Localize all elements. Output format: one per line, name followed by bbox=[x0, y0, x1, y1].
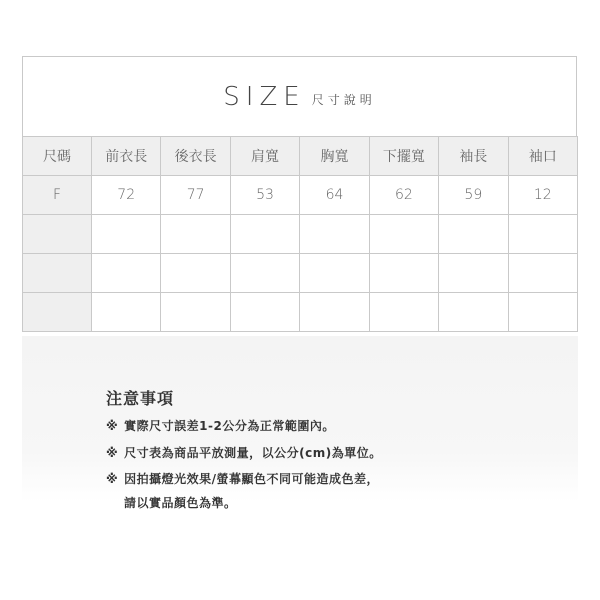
header-cell: 下擺寬 bbox=[369, 137, 438, 176]
header-cell: 肩寬 bbox=[230, 137, 299, 176]
table-cell: 53 bbox=[230, 176, 299, 215]
header-cell: 袖口 bbox=[508, 137, 577, 176]
table-cell bbox=[369, 254, 438, 293]
size-subtitle: 尺寸說明 bbox=[311, 93, 376, 107]
table-cell bbox=[92, 254, 161, 293]
note-text: 因拍攝燈光效果/螢幕顯色不同可能造成色差， bbox=[124, 472, 380, 486]
table-cell: 72 bbox=[92, 176, 161, 215]
table-cell: 62 bbox=[369, 176, 438, 215]
table-row bbox=[23, 176, 578, 215]
table-cell bbox=[161, 254, 230, 293]
table-cell bbox=[161, 215, 230, 254]
table-cell bbox=[369, 293, 438, 332]
table-cell: 77 bbox=[161, 176, 230, 215]
table-cell bbox=[439, 254, 508, 293]
note-text: 尺寸表為商品平放測量，以公分(cm)為單位。 bbox=[124, 446, 382, 460]
table-cell bbox=[300, 215, 369, 254]
note-item bbox=[106, 417, 335, 434]
table-cell bbox=[230, 293, 299, 332]
table-cell bbox=[508, 254, 577, 293]
size-label-cell bbox=[23, 293, 92, 332]
table-row bbox=[23, 215, 578, 254]
table-cell: 64 bbox=[300, 176, 369, 215]
reference-mark-icon: ※ bbox=[106, 419, 119, 433]
table-cell bbox=[230, 254, 299, 293]
header-cell: 前衣長 bbox=[92, 137, 161, 176]
reference-mark-icon: ※ bbox=[106, 446, 119, 460]
table-cell bbox=[92, 293, 161, 332]
table-cell bbox=[439, 293, 508, 332]
table-cell bbox=[369, 215, 438, 254]
header-cell: 後衣長 bbox=[161, 137, 230, 176]
size-label-cell: F bbox=[23, 176, 92, 215]
note-item bbox=[106, 444, 382, 461]
table-cell: 59 bbox=[439, 176, 508, 215]
table-cell bbox=[161, 293, 230, 332]
size-title: SIZE bbox=[223, 81, 306, 112]
table-row bbox=[23, 254, 578, 293]
table-cell bbox=[300, 293, 369, 332]
header-cell: 胸寬 bbox=[300, 137, 369, 176]
table-row bbox=[23, 293, 578, 332]
note-continuation: 請以實品顏色為準。 bbox=[124, 496, 237, 510]
table-cell bbox=[300, 254, 369, 293]
size-label-cell bbox=[23, 254, 92, 293]
reference-mark-icon: ※ bbox=[106, 472, 119, 486]
table-cell bbox=[92, 215, 161, 254]
notes-title: 注意事項 bbox=[106, 389, 175, 408]
table-cell bbox=[230, 215, 299, 254]
note-item bbox=[106, 470, 379, 487]
table-cell bbox=[439, 215, 508, 254]
table-cell bbox=[508, 215, 577, 254]
size-label-cell bbox=[23, 215, 92, 254]
table-cell: 12 bbox=[508, 176, 577, 215]
header-cell: 袖長 bbox=[439, 137, 508, 176]
header-cell: 尺碼 bbox=[23, 137, 92, 176]
table-cell bbox=[508, 293, 577, 332]
size-title-box bbox=[22, 56, 577, 136]
size-table bbox=[22, 136, 578, 332]
table-header-row bbox=[23, 137, 578, 176]
note-text: 實際尺寸誤差1-2公分為正常範圍內。 bbox=[124, 419, 335, 433]
